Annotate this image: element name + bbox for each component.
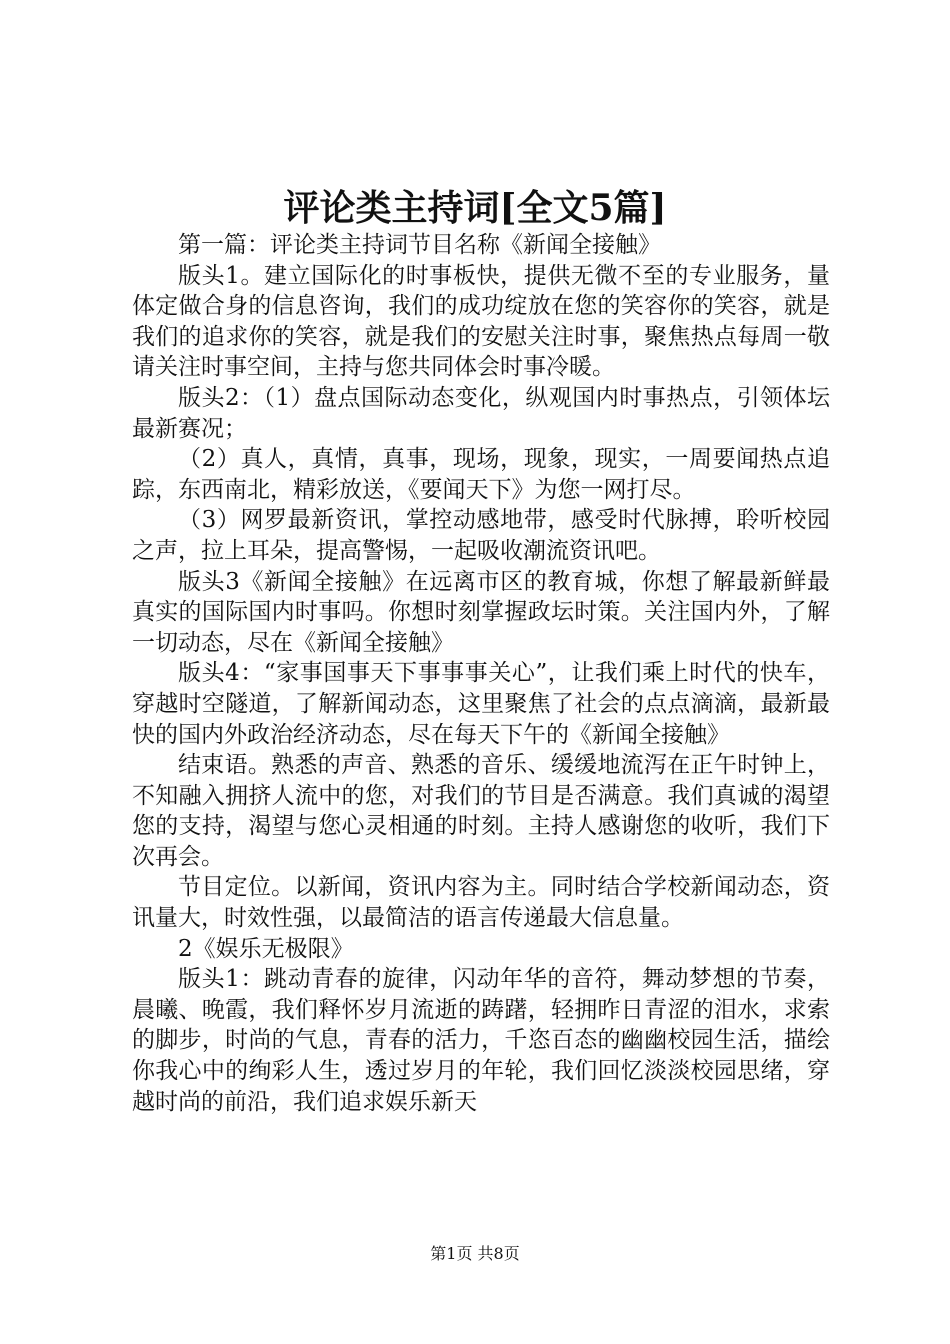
document-body	[132, 230, 830, 1117]
paragraph-3: 版头2：（1）盘点国际动态变化，纵观国内时事热点，引领体坛最新赛况；	[132, 384, 830, 442]
paragraph-1: 第一篇：评论类主持词节目名称《新闻全接触》	[178, 232, 661, 258]
page-footer: 第1页 共8页	[430, 1244, 520, 1263]
paragraph-2: 版头1。建立国际化的时事板快，提供无微不至的专业服务，量体定做合身的信息咨询，我们的成功绽放在您的笑容你的笑容，就是我们的追求你的笑容，就是我们的安慰关注时事，聚焦热点每周一敬请关注时事空间，主持与您共同体会时事冷暖。	[132, 262, 830, 381]
paragraph-8: 结束语。熟悉的声音、熟悉的音乐、缓缓地流泻在正午时钟上，不知融入拥挤人流中的您，对我们的节目是否满意。我们真诚的渴望您的支持，渴望与您心灵相通的时刻。主持人感谢您的收听，我们下次再会。	[132, 752, 830, 870]
paragraph-7: 版头4：“家事国事天下事事事关心”，让我们乘上时代的快车，穿越时空隧道，了解新闻动态，这里聚焦了社会的点点滴滴，最新最快的国内外政治经济动态，尽在每天下午的《新闻全接触》	[132, 660, 830, 748]
paragraph-5: （3）网罗最新资讯，掌控动感地带，感受时代脉搏，聆听校园之声，拉上耳朵，提高警惕，一起吸收潮流资讯吧。	[132, 507, 830, 564]
paragraph-6: 版头3《新闻全接触》在远离市区的教育城，你想了解最新鲜最真实的国际国内时事吗。你想时刻掌握政坛时策。关注国内外，了解一切动态，尽在《新闻全接触》	[132, 568, 830, 656]
document-title: 评论类主持词[全文5篇]	[283, 187, 667, 229]
paragraph-11: 版头1：跳动青春的旋律，闪动年华的音符，舞动梦想的节奏，晨曦、晚霞，我们释怀岁月流逝的踌躇，轻拥昨日青涩的泪水，求索的脚步，时尚的气息，青春的活力，千恣百态的幽幽校园生活，描绘你我心中的绚彩人生，透过岁月的年轮，我们回忆淡淡校园思绪，穿越时尚的前沿，我们追求娱乐新天	[132, 966, 830, 1115]
paragraph-10: 2《娱乐无极限》	[178, 935, 354, 962]
paragraph-9: 节目定位。以新闻，资讯内容为主。同时结合学校新闻动态，资讯量大，时效性强，以最简洁的语言传递最大信息量。	[132, 874, 830, 932]
paragraph-4: （2）真人，真情，真事，现场，现象，现实，一周要闻热点追踪，东西南北，精彩放送，《要闻天下》为您一网打尽。	[132, 446, 830, 503]
